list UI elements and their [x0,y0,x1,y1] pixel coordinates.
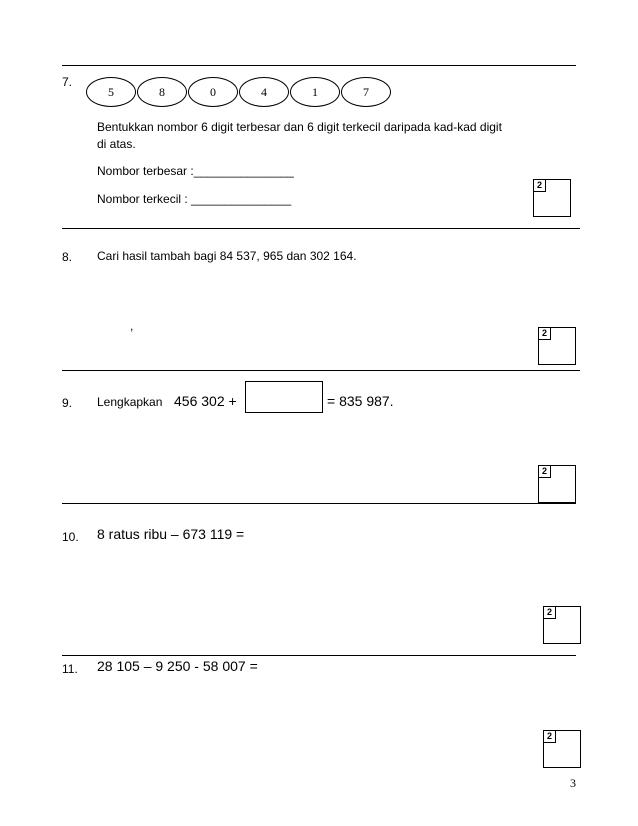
q11-text: 28 105 – 9 250 - 58 007 = [97,658,258,674]
q8-marks: 2 [539,328,551,340]
q9-prefix: Lengkapkan [97,395,163,409]
q8-text: Cari hasil tambah bagi 84 537, 965 dan 302 164. [97,249,357,263]
q10-text: 8 ratus ribu – 673 119 = [97,526,245,542]
q7-instruction-line2: di atas. [97,137,136,151]
smallest-number-answer-line[interactable]: Nombor terkecil : _______________ [97,192,292,206]
q9-answer-box[interactable] [245,381,323,413]
q9-marks-box [538,465,576,503]
q10-marks-box [543,606,581,644]
q11-marks-box [543,730,581,768]
digit-card: 7 [341,77,391,107]
largest-number-answer-line[interactable]: Nombor terbesar :_______________ [97,164,294,178]
q9-marks: 2 [539,466,551,478]
digit-card: 8 [137,77,187,107]
q9-expression-left: 456 302 + [174,393,237,409]
digit-card: 1 [290,77,340,107]
q7-number: 7. [62,75,73,89]
q8-divider [62,370,580,371]
q8-marks-box [538,327,576,365]
q10-marks: 2 [544,607,556,619]
q9-number: 9. [62,396,73,410]
q7-instruction-line1: Bentukkan nombor 6 digit terbesar dan 6 digit terkecil daripada kad-kad digit [97,120,502,134]
q10-divider [62,655,576,656]
q7-divider [62,228,580,229]
digit-card: 4 [239,77,289,107]
q8-stray-mark: , [130,319,134,333]
q7-marks: 2 [534,180,546,192]
page-number: 3 [570,776,576,790]
q11-number: 11. [62,662,78,676]
q9-expression-right: = 835 987. [327,393,394,409]
q11-marks: 2 [544,731,556,743]
top-rule [62,65,576,66]
q10-number: 10. [62,530,79,544]
digit-card: 5 [86,77,136,107]
q9-divider [62,503,576,504]
q7-marks-box [533,179,571,217]
q8-number: 8. [62,250,73,264]
digit-card: 0 [188,77,238,107]
